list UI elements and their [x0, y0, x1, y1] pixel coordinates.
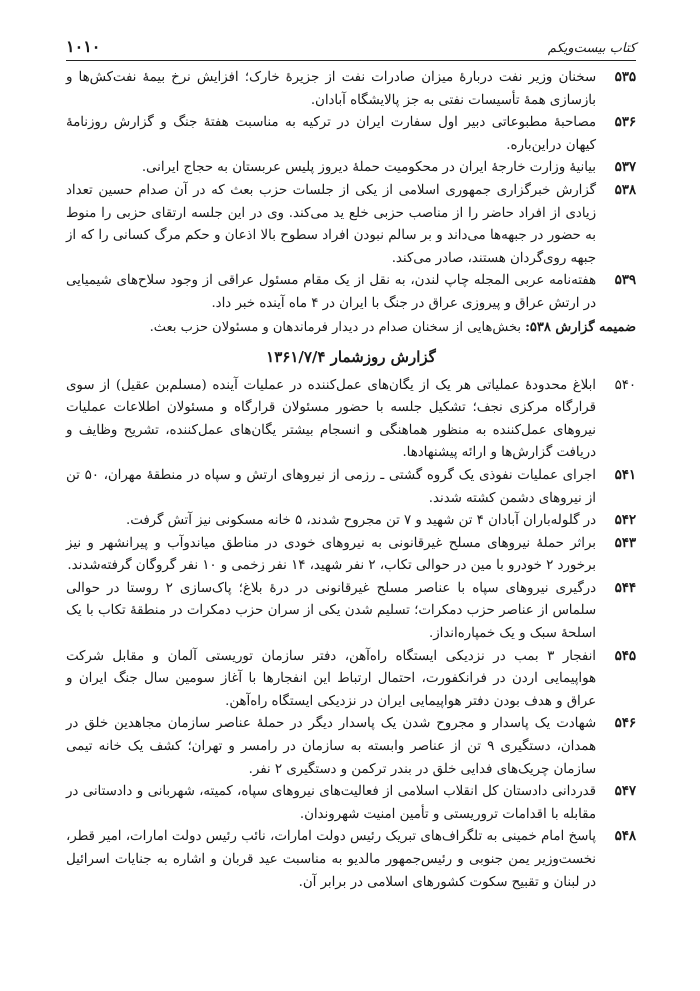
- entry-text: براثر حملهٔ نیروهای مسلح غیرقانونی به نیروهای خودی در مناطق میاندوآب و پیرانشهر و نیز برخورد ۲ خودرو با مین در حوالی تکاب، ۲ نفر شهید، ۱۴ نفر زخمی و ۱۰ نفر گروگان گرفته‌شدند.: [66, 535, 596, 574]
- entry-text: هفته‌نامه عربی المجله چاپ لندن، به نقل از یک مقام مسئول عراقی از وجود سلاح‌های شیمیایی در ارتش عراق و پیروزی عراق در جنگ با ایران در ۴ ماه آینده خبر داد.: [66, 273, 596, 311]
- entry-text: اجرای عملیات نفوذی یک گروه گشتی ـ رزمی از نیروهای ارتش و سپاه در منطقهٔ مهران، ۵۰ تن از نیروهای دشمن کشته شدند.: [66, 467, 596, 506]
- entry-text: سخنان وزیر نفت دربارهٔ میزان صادرات نفت از جزیرهٔ خارک؛ افزایش نرخ بیمهٔ نفت‌کش‌ها و بازسازی همهٔ تأسیسات نفتی به جز پالایشگاه آبادان.: [66, 70, 596, 108]
- entry-text: پاسخ امام خمینی به تلگراف‌های تبریک رئیس دولت امارات، نائب رئیس دولت امارات، امیر قطر، نخست‌وزیر یمن جنوبی و رئیس‌جمهور مالدیو به مناسبت عید قربان و اشاره به جنایات اسرائیل در لبنان و تقبیح سکوت کشورهای اسلامی در برابر آن.: [66, 829, 596, 890]
- entry-number: ۵۳۶: [614, 115, 636, 131]
- entry-539: [66, 270, 636, 315]
- entry-number: ۵۴۱: [614, 467, 636, 483]
- entry-number: ۵۴۳: [614, 535, 636, 551]
- entry-number: ۵۴۴: [614, 580, 636, 596]
- entry-number: ۵۴۲: [614, 513, 636, 529]
- entry-text: انفجار ۳ بمب در نزدیکی ایستگاه راه‌آهن، دفتر سازمان توریستی آلمان و مقابل شرکت هواپیمایی اردن در فرانکفورت، احتمال ارتباط این انفجارها با آغاز سومین سال جنگ ایران و عراق و هدف بودن دفتر هواپیمایی ایران در نزدیکی ایستگاه راه‌آهن.: [66, 648, 596, 709]
- entry-number: ۵۳۵: [614, 70, 636, 85]
- entry-text: شهادت یک پاسدار و مجروح شدن یک پاسدار دیگر در حملهٔ عناصر سازمان مجاهدین خلق در همدان، دستگیری ۹ تن از عناصر وابسته به سازمان در رامسر و تهران؛ کشف یک خانه تیمی سازمان چریک‌های فدایی خلق در بندر ترکمن و دستگیری ۲ نفر.: [66, 716, 596, 777]
- entry-text: مصاحبهٔ مطبوعاتی دبیر اول سفارت ایران در ترکیه به مناسبت هفتهٔ جنگ و گزارش روزنامهٔ کیهان دراین‌باره.: [66, 115, 596, 153]
- entry-547: [66, 781, 636, 826]
- page-header: [66, 34, 636, 61]
- entry-text: قدردانی دادستان کل انقلاب اسلامی از فعالیت‌های نیروهای سپاه، کمیته، شهربانی و دادستانی در مقابله با اقدامات تروریستی و تأمین امنیت شهروندان.: [66, 784, 596, 822]
- page-number: ۱۰۱۰: [66, 37, 101, 56]
- entry-number: ۵۴۸: [614, 829, 636, 845]
- entry-536: [66, 112, 636, 157]
- appendix-text: بخش‌هایی از سخنان صدام در دیدار فرماندهان و مسئولان حزب بعث.: [149, 319, 521, 335]
- entry-537: [66, 157, 636, 180]
- appendix-label: ضمیمه گزارش ۵۳۸:: [525, 319, 636, 335]
- section-title: گزارش روزشمار ۱۳۶۱/۷/۴: [266, 347, 436, 366]
- entry-number: ۵۳۷: [614, 160, 636, 176]
- entry-number: ۵۳۹: [614, 273, 636, 289]
- entry-text: بیانیهٔ وزارت خارجهٔ ایران در محکومیت حملهٔ دیروز پلیس عربستان به حجاج ایرانی.: [141, 160, 596, 176]
- entry-text: ابلاغ محدودهٔ عملیاتی هر یک از یگان‌های عمل‌کننده در عملیات آینده (مسلم‌بن عقیل) از سوی قرارگاه مرکزی نجف؛ تشکیل جلسه با حضور مسئولان قرارگاه و مسئولان اطلاعات عملیات نیروهای عمل‌کننده به منظور هماهنگی و انسجام بیشتر یگان‌های عمل‌کننده، تشریح وظایف و دریافت گزارش‌ها و ارائه پیشنهادها.: [66, 377, 596, 461]
- entry-535: [66, 67, 636, 112]
- entry-text: در گلوله‌باران آبادان ۴ تن شهید و ۷ تن مجروح شدند، ۵ خانه مسکونی نیز آتش گرفت.: [126, 513, 596, 529]
- entry-text: درگیری نیروهای سپاه با عناصر مسلح غیرقانونی در درهٔ بلاغ؛ پاک‌سازی ۲ روستا در حوالی سلماس از عناصر حزب دمکرات؛ تسلیم شدن یکی از سران حزب دمکرات در منطقهٔ تکاب با یک اسلحهٔ سبک و یک خمپاره‌انداز.: [66, 580, 596, 642]
- entry-542: [66, 510, 636, 533]
- entry-number: ۵۴۶: [614, 716, 636, 732]
- entry-541: [66, 465, 636, 510]
- entry-546: [66, 713, 636, 781]
- entry-number: ۵۴۰: [614, 377, 636, 393]
- appendix-note: [66, 317, 636, 339]
- book-title: کتاب بیست‌ویکم: [547, 41, 636, 56]
- entry-544: [66, 578, 636, 646]
- entry-543: [66, 533, 636, 578]
- entry-text: گزارش خبرگزاری جمهوری اسلامی از یکی از جلسات حزب بعث که در آن صدام حسین تعداد زیادی از افراد حاضر را از مناصب حزبی خلع ید می‌کند. وی در این جلسه ارتقای حزبی را منوط به حضور در جبهه‌ها می‌داند و بر سالم نبودن افراد سطوح بالا اذعان و حکم مرگ کسانی را که از جبهه روی‌گردان هستند، صادر می‌کند.: [66, 182, 596, 266]
- entries-part2: [66, 375, 636, 895]
- entries-part1: [66, 67, 636, 316]
- entry-540: [66, 375, 636, 465]
- entry-number: ۵۴۵: [614, 648, 636, 664]
- entry-number: ۵۳۸: [614, 182, 636, 198]
- entry-548: [66, 826, 636, 894]
- entry-545: [66, 646, 636, 714]
- entry-538: [66, 180, 636, 270]
- entry-number: ۵۴۷: [614, 784, 636, 800]
